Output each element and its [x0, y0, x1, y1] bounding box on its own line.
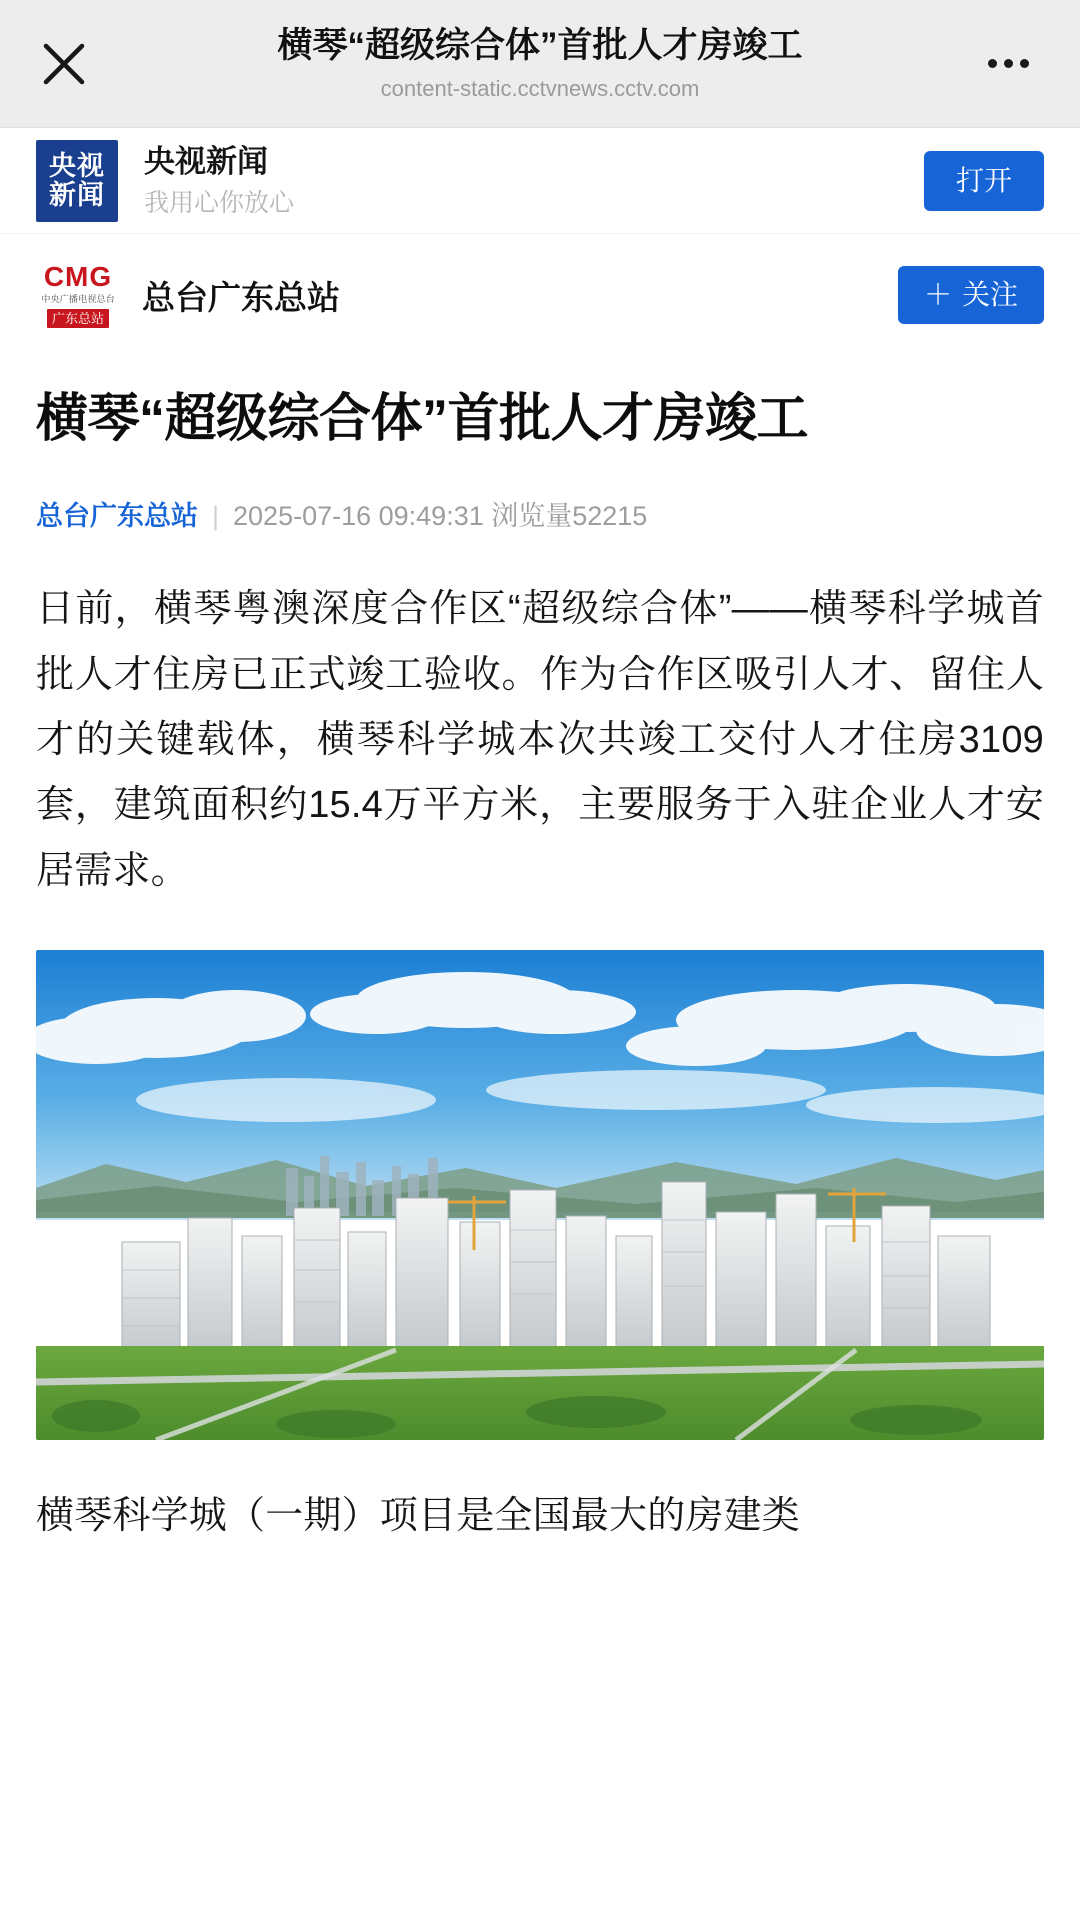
- article-byline: [36, 498, 1044, 536]
- browser-top-bar: [0, 0, 1080, 128]
- cmg-logo-mid: 中央广播电视总台: [41, 293, 115, 305]
- more-options-icon[interactable]: [976, 36, 1040, 92]
- app-name: 央视新闻: [144, 144, 268, 180]
- article-content: [0, 234, 1080, 1550]
- browser-title-block: [277, 25, 802, 102]
- app-slogan: 我用心你放心: [144, 188, 295, 217]
- plus-icon: ＋: [923, 279, 952, 310]
- article-paragraph-1: 日前，横琴粤澳深度合作区“超级综合体”——横琴科学城首批人才住房已正式竣工验收。作为合作区吸引人才、留住人才的关键载体，横琴科学城本次共竣工交付人才住房3109套，建筑面积约15.4万平方米，主要服务于入驻企业人才安居需求。: [36, 588, 1044, 892]
- cmg-logo-top: CMG: [43, 260, 113, 292]
- cmg-logo-bottom: 广东总站: [47, 309, 109, 328]
- byline-meta: 2025-07-16 09:49:31 浏览量52215: [233, 500, 648, 531]
- article-paragraph-2: 横琴科学城（一期）项目是全国最大的房建类: [36, 1495, 801, 1538]
- follow-button[interactable]: [898, 266, 1044, 324]
- cmg-logo-icon: [36, 260, 120, 328]
- app-meta: [144, 143, 294, 218]
- close-icon[interactable]: [36, 36, 92, 92]
- article-source-row: [36, 234, 1044, 356]
- page-title: 横琴“超级综合体”首批人才房竣工: [277, 26, 803, 65]
- open-app-button[interactable]: 打开: [924, 151, 1044, 211]
- article-image: [36, 950, 1044, 1440]
- follow-button-label: 关注: [961, 279, 1018, 310]
- article-source-name[interactable]: 总台广东总站: [142, 278, 340, 316]
- app-logo-line2: 新闻: [49, 179, 105, 210]
- byline-separator: |: [212, 500, 220, 531]
- byline-source[interactable]: 总台广东总站: [36, 500, 198, 531]
- app-logo-line1: 央视: [49, 151, 105, 182]
- article-headline: 横琴“超级综合体”首批人才房竣工: [36, 390, 809, 448]
- cctv-news-logo-icon: [36, 140, 118, 222]
- page-url: content-static.cctvnews.cctv.com: [380, 76, 700, 101]
- app-promo-banner[interactable]: [0, 128, 1080, 234]
